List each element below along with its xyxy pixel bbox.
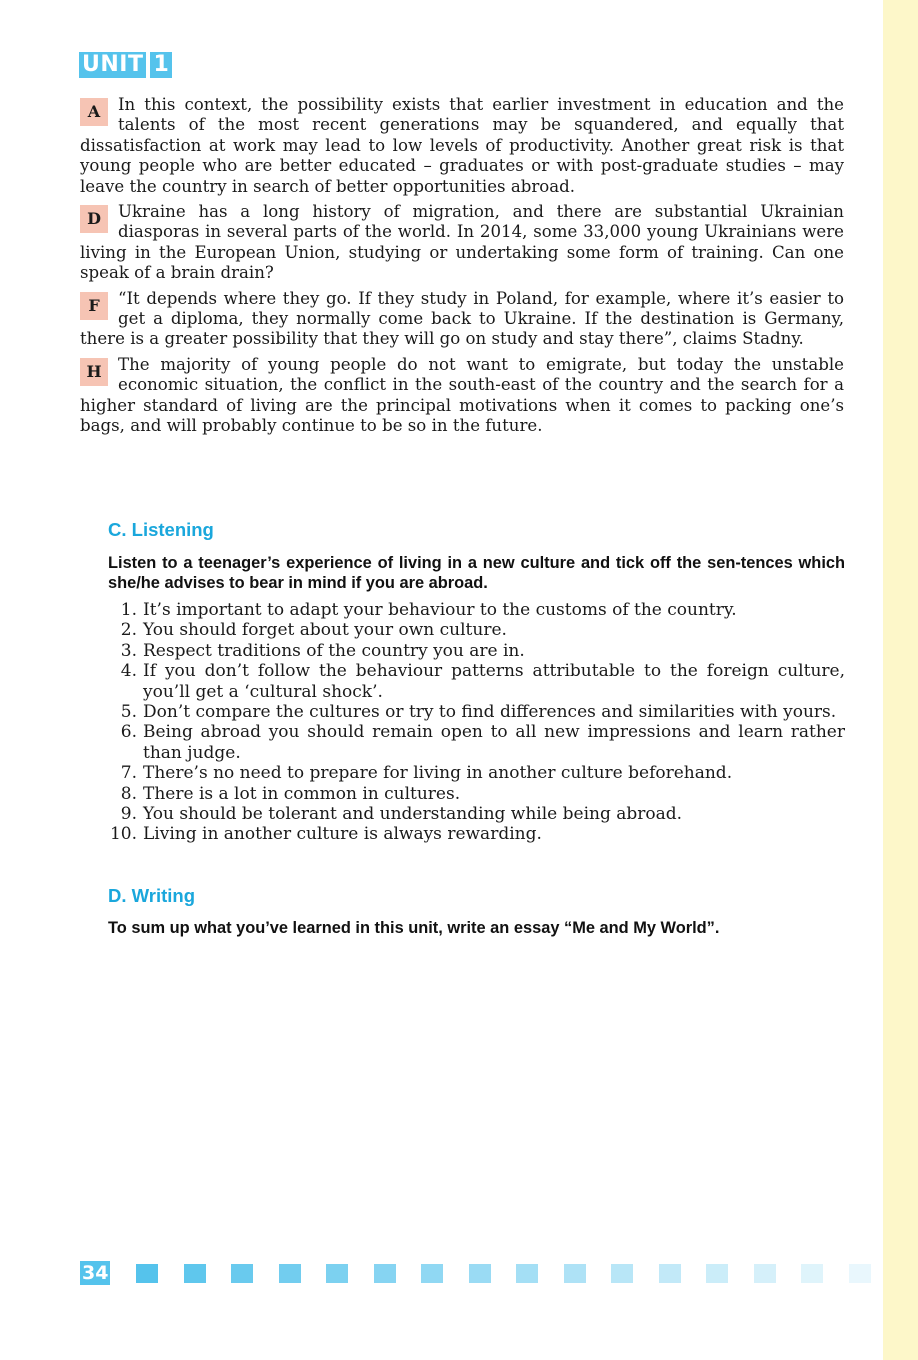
- decorative-square: [326, 1264, 348, 1283]
- item-number: 5 .: [100, 702, 137, 722]
- item-text: Respect traditions of the country you are in.: [143, 640, 525, 661]
- side-strip: [883, 0, 918, 1360]
- list-item[interactable]: [100, 600, 845, 620]
- paragraph-letter-badge: D: [80, 205, 108, 233]
- decorative-square: [374, 1264, 396, 1283]
- unit-word: UNIT: [79, 52, 146, 78]
- decorative-square: [516, 1264, 538, 1283]
- paragraph-letter-badge: A: [80, 98, 108, 126]
- decorative-square: [706, 1264, 728, 1283]
- paragraph-text: In this context, the possibility exists that earlier investment in education and the talents of the most recent generations may be squandered, and equally that dissatisfaction at work may lead to low levels of productivity. Another great risk is that young people who are better educated – graduates or with post-graduate studies – may leave the country in search of better opportunities abroad.: [80, 95, 844, 196]
- paragraph-text: “It depends where they go. If they study in Poland, for example, where it’s easier to get a diploma, they normally come back to Ukraine. If the destination is Germany, there is a greater possibility that they will go on study and stay there”, claims Stadny.: [80, 288, 844, 349]
- decorative-square: [564, 1264, 586, 1283]
- paragraph-d: [80, 202, 844, 284]
- decorative-square: [231, 1264, 253, 1283]
- paragraph-a: [80, 95, 844, 197]
- item-text: If you don’t follow the behaviour patterns attributable to the foreign culture, you’ll get a ‘cultural shock’.: [143, 661, 845, 702]
- item-text: There’s no need to prepare for living in another culture beforehand.: [143, 763, 733, 784]
- paragraph-text: Ukraine has a long history of migration, and there are substantial Ukrainian diasporas in several parts of the world. In 2014, some 33,000 young Ukrainians were living in the European Union, studying or undertaking some form of training. Can one speak of a brain drain?: [80, 202, 844, 283]
- item-number: 1 .: [100, 600, 137, 620]
- decorative-square: [184, 1264, 206, 1283]
- item-number: 10 .: [100, 824, 137, 844]
- paragraph-h: [80, 355, 844, 437]
- paragraph-letter-badge: H: [80, 358, 108, 386]
- item-text: Don’t compare the cultures or try to find differences and similarities with yours.: [143, 702, 837, 723]
- decorative-square: [849, 1264, 871, 1283]
- item-number: 6 .: [100, 722, 137, 742]
- list-item[interactable]: [100, 641, 845, 661]
- decorative-square: [611, 1264, 633, 1283]
- list-item[interactable]: [100, 661, 845, 702]
- list-item[interactable]: [100, 620, 845, 640]
- paragraph-text: The majority of young people do not want to emigrate, but today the unstable economic situation, the conflict in the south-east of the country and the search for a higher standard of living are the principal motivations when it comes to packing one’s bags, and will probably continue to be so in the future.: [80, 354, 844, 436]
- statement-list: [100, 600, 845, 845]
- list-item[interactable]: [100, 804, 845, 824]
- page-number: 34: [82, 1262, 109, 1284]
- list-item[interactable]: [100, 702, 845, 722]
- item-number: 9 .: [100, 804, 137, 824]
- writing-instruction: To sum up what you’ve learned in this unit, write an essay “Me and My World”.: [108, 919, 720, 937]
- paragraph-letter-badge: F: [80, 292, 108, 320]
- paragraph-f: [80, 289, 844, 350]
- decorative-square: [659, 1264, 681, 1283]
- decorative-square: [801, 1264, 823, 1283]
- listening-instruction: Listen to a teenager’s experience of living in a new culture and tick off the sen-tences which she/he advises to bear in mind if you are abroad.: [108, 554, 845, 592]
- item-text: It’s important to adapt your behaviour to the customs of the country.: [143, 600, 737, 620]
- decorative-square: [754, 1264, 776, 1283]
- listening-heading: C. Listening: [108, 519, 214, 540]
- item-text: You should be tolerant and understanding while being abroad.: [143, 804, 683, 825]
- item-text: There is a lot in common in cultures.: [143, 783, 461, 804]
- decorative-square: [421, 1264, 443, 1283]
- writing-heading: D. Writing: [108, 885, 196, 906]
- list-item[interactable]: [100, 824, 845, 844]
- list-item[interactable]: [100, 722, 845, 763]
- item-text: Being abroad you should remain open to all new impressions and learn rather than judge.: [143, 722, 845, 763]
- unit-label: [79, 52, 172, 78]
- list-item[interactable]: [100, 763, 845, 783]
- reading-paragraphs: [80, 95, 844, 442]
- item-text: You should forget about your own culture.: [143, 620, 507, 641]
- unit-number: 1: [150, 52, 172, 78]
- decorative-square: [279, 1264, 301, 1283]
- list-item[interactable]: [100, 784, 845, 804]
- item-text: Living in another culture is always rewarding.: [143, 824, 542, 845]
- item-number: 4 .: [100, 661, 137, 681]
- item-number: 8 .: [100, 784, 137, 804]
- decorative-square: [469, 1264, 491, 1283]
- item-number: 3 .: [100, 641, 137, 661]
- item-number: 7 .: [100, 763, 137, 783]
- item-number: 2 .: [100, 620, 137, 640]
- decorative-square: [136, 1264, 158, 1283]
- decorative-square-row: [136, 1264, 871, 1283]
